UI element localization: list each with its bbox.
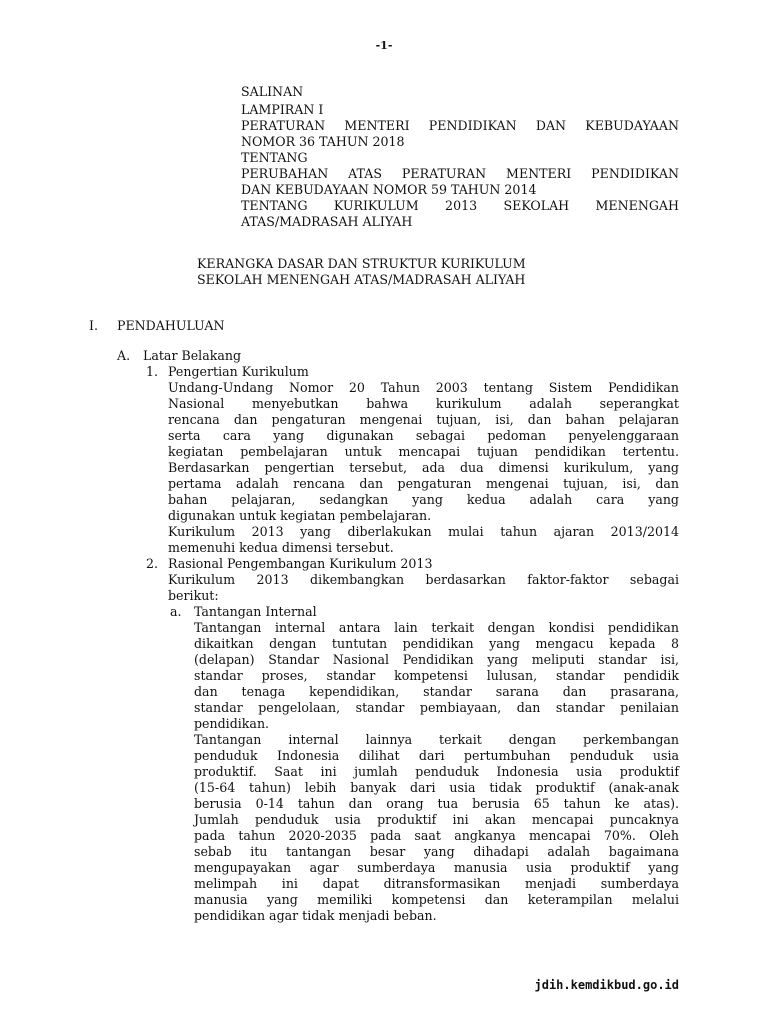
- header-line: ATAS/MADRASAH ALIYAH: [241, 214, 413, 229]
- header-line: DAN KEBUDAYAAN NOMOR 59 TAHUN 2014: [241, 182, 537, 197]
- text-line: Nasional menyebutkan bahwa kurikulum adalah seperangkat: [168, 396, 679, 411]
- text-line: penduduk Indonesia dilihat dari pertumbuhan penduduk usia: [194, 748, 679, 763]
- text-line: pada tahun 2020-2035 pada saat angkanya mencapai 70%. Oleh: [194, 828, 679, 843]
- text-line: pendidikan agar tidak menjadi beban.: [194, 908, 437, 923]
- item-heading: Rasional Pengembangan Kurikulum 2013: [168, 556, 433, 571]
- text-line: Kurikulum 2013 dikembangkan berdasarkan faktor-faktor sebagai: [168, 572, 679, 587]
- subsection-heading: Latar Belakang: [143, 348, 242, 363]
- text-line: Kurikulum 2013 yang diberlakukan mulai tahun ajaran 2013/2014: [168, 524, 679, 539]
- text-line: dikaitkan dengan tuntutan pendidikan yang mengacu kepada 8: [194, 636, 679, 651]
- text-line: standar proses, standar kompetensi lulusan, standar pendidik: [194, 668, 679, 683]
- text-line: pendidikan.: [194, 716, 270, 731]
- text-line: produktif. Saat ini jumlah penduduk Indonesia usia produktif: [194, 764, 679, 779]
- header-line: PERATURAN MENTERI PENDIDIKAN DAN KEBUDAYAAN: [241, 118, 679, 133]
- text-line: mengupayakan agar sumberdaya manusia usia produktif yang: [194, 860, 679, 875]
- text-line: Undang-Undang Nomor 20 Tahun 2003 tentang Sistem Pendidikan: [168, 380, 679, 395]
- subitem-heading: Tantangan Internal: [194, 604, 317, 619]
- item-number: 2.: [146, 556, 159, 571]
- text-line: kegiatan pembelajaran untuk mencapai tujuan pendidikan tertentu.: [168, 444, 679, 459]
- text-line: digunakan untuk kegiatan pembelajaran.: [168, 508, 432, 523]
- item-number: 1.: [146, 364, 159, 379]
- header-line: PERUBAHAN ATAS PERATURAN MENTERI PENDIDIKAN: [241, 166, 679, 181]
- footer-url: jdih.kemdikbud.go.id: [534, 978, 679, 992]
- text-line: (15-64 tahun) lebih banyak dari usia tidak produktif (anak-anak: [194, 780, 679, 795]
- document-title: SEKOLAH MENENGAH ATAS/MADRASAH ALIYAH: [197, 272, 526, 287]
- item-heading: Pengertian Kurikulum: [168, 364, 309, 379]
- text-line: berusia 0-14 tahun dan orang tua berusia 65 tahun ke atas).: [194, 796, 679, 811]
- text-line: (delapan) Standar Nasional Pendidikan yang meliputi standar isi,: [194, 652, 679, 667]
- text-line: standar pengelolaan, standar pembiayaan, dan standar penilaian: [194, 700, 679, 715]
- text-line: rencana dan pengaturan mengenai tujuan, isi, dan bahan pelajaran: [168, 412, 679, 427]
- header-line: NOMOR 36 TAHUN 2018: [241, 134, 405, 149]
- text-line: memenuhi kedua dimensi tersebut.: [168, 540, 394, 555]
- document-title: KERANGKA DASAR DAN STRUKTUR KURIKULUM: [197, 256, 526, 271]
- text-line: dan tenaga kependidikan, standar sarana dan prasarana,: [194, 684, 679, 699]
- text-line: pertama adalah rencana dan pengaturan mengenai tujuan, isi, dan: [168, 476, 679, 491]
- page-number: -1-: [375, 39, 393, 52]
- text-line: sebab itu tantangan besar yang dihadapi adalah bagaimana: [194, 844, 679, 859]
- subsection-number: A.: [117, 348, 131, 363]
- header-line: TENTANG KURIKULUM 2013 SEKOLAH MENENGAH: [241, 198, 679, 213]
- subitem-number: a.: [170, 604, 182, 619]
- text-line: manusia yang memiliki kompetensi dan keterampilan melalui: [194, 892, 679, 907]
- text-line: melimpah ini dapat ditransformasikan menjadi sumberdaya: [194, 876, 679, 891]
- text-line: Tantangan internal lainnya terkait dengan perkembangan: [194, 732, 679, 747]
- section-heading: PENDAHULUAN: [117, 318, 225, 333]
- text-line: bahan pelajaran, sedangkan yang kedua adalah cara yang: [168, 492, 679, 507]
- text-line: berikut:: [168, 588, 219, 603]
- text-line: serta cara yang digunakan sebagai pedoman penyelenggaraan: [168, 428, 679, 443]
- salinan-label: SALINAN: [241, 84, 304, 99]
- header-line: LAMPIRAN I: [241, 102, 324, 117]
- text-line: Berdasarkan pengertian tersebut, ada dua dimensi kurikulum, yang: [168, 460, 679, 475]
- section-number: I.: [89, 318, 98, 333]
- text-line: Jumlah penduduk usia produktif ini akan mencapai puncaknya: [194, 812, 679, 827]
- header-line: TENTANG: [241, 150, 308, 165]
- text-line: Tantangan internal antara lain terkait dengan kondisi pendidikan: [194, 620, 679, 635]
